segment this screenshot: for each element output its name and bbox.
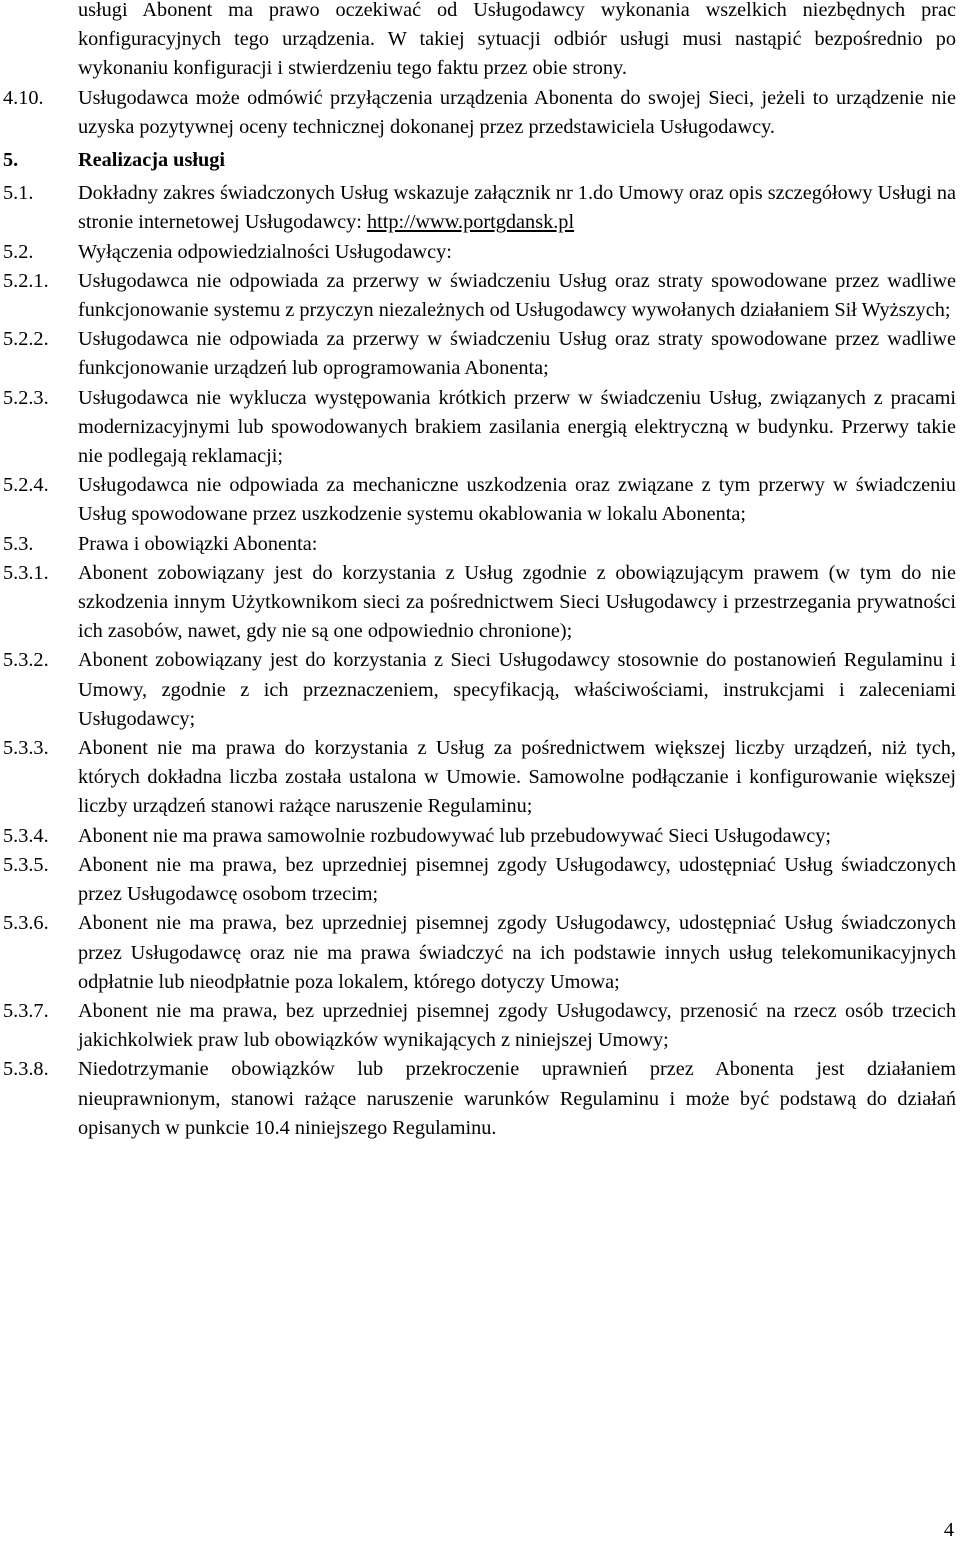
clause-5-3 (0, 530, 960, 559)
section-title: Realizacja usługi (78, 149, 226, 172)
item-number: 5.3.5. (3, 853, 49, 876)
item-text: Abonent nie ma prawa, bez uprzedniej pisemnej zgody Usługodawcy, udostępniać Usług świadczonych przez Usługodawcę oraz nie ma prawa świadczyć na ich podstawie innych usług telekomunikacyjnych odpłatnie lub nieodpłatnie poza lokalem, którego dotyczy Umowa; (78, 912, 956, 993)
section-heading-5 (0, 146, 960, 175)
item-text: Wyłączenia odpowiedzialności Usługodawcy: (78, 240, 452, 263)
item-text: Abonent nie ma prawa, bez uprzedniej pisemnej zgody Usługodawcy, udostępniać Usług świadczonych przez Usługodawcę osobom trzecim; (78, 853, 956, 906)
clause-5-3-3 (0, 734, 960, 822)
clause-4-10 (0, 84, 960, 142)
item-text: Usługodawca nie wyklucza występowania krótkich przerw w świadczeniu Usług, związanych z pracami modernizacyjnymi lub spowodowanych brakiem zasilania energią elektryczną w budynku. Przerwy takie nie podlegają reklamacji; (78, 386, 956, 468)
item-number: 5.3.4. (3, 824, 49, 847)
clause-5-2-2 (0, 325, 960, 383)
item-text: Usługodawca może odmówić przyłączenia urządzenia Abonenta do swojej Sieci, jeżeli to urządzenie nie uzyska pozytywnej oceny technicznej dokonanej przez przedstawiciela Usługodawcy. (78, 86, 956, 138)
item-number: 5.3.7. (3, 999, 49, 1022)
clause-5-3-5 (0, 851, 960, 909)
item-number: 5.3.1. (3, 561, 49, 584)
clause-5-2-3 (0, 384, 960, 472)
section-number: 5. (3, 149, 19, 172)
item-number: 5.2. (3, 240, 34, 263)
item-number: 5.2.1. (3, 269, 49, 292)
item-number: 5.2.2. (3, 328, 49, 351)
item-number: 5.2.3. (3, 386, 49, 409)
item-text: Abonent zobowiązany jest do korzystania z Sieci Usługodawcy stosownie do postanowień Regulaminu i Umowy, zgodnie z ich przeznaczeniem, specyfikacją, właściwościami, instrukcjami i zaleceniami Usługodawcy; (78, 649, 956, 730)
paragraph-continuation (0, 0, 960, 84)
clause-5-3-2 (0, 646, 960, 734)
clause-5-3-7 (0, 997, 960, 1055)
item-number: 5.3. (3, 532, 34, 555)
page-number: 4 (943, 1519, 954, 1541)
item-number: 5.2.4. (3, 474, 49, 497)
item-text: Usługodawca nie odpowiada za przerwy w świadczeniu Usług oraz straty spowodowane przez wadliwe funkcjonowanie urządzeń lub oprogramowania Abonenta; (78, 328, 956, 380)
item-text: Abonent nie ma prawa, bez uprzedniej pisemnej zgody Usługodawcy, przenosić na rzecz osób trzecich jakichkolwiek praw lub obowiązków wynikających z niniejszej Umowy; (78, 999, 956, 1052)
item-text: Prawa i obowiązki Abonenta: (78, 532, 318, 555)
item-text-with-link (78, 179, 956, 237)
item-text: Abonent nie ma prawa do korzystania z Usług za pośrednictwem większej liczby urządzeń, niż tych, których dokładna liczba została ustalona w Umowie. Samowolne podłączanie i konfigurowanie większej liczby urządzeń stanowi rażące naruszenie Regulaminu; (78, 737, 956, 818)
item-number (0, 0, 78, 84)
item-text: Dokładny zakres świadczonych Usług wskazuje załącznik nr 1.do Umowy oraz opis szczegółowy Usługi na stronie internetowej Usługodawcy: (78, 182, 956, 234)
item-number: 5.1. (3, 182, 34, 205)
clause-5-1 (0, 179, 960, 237)
website-link[interactable]: http://www.portgdansk.pl (366, 211, 575, 234)
clause-5-3-8 (0, 1055, 960, 1143)
clause-5-2-1 (0, 267, 960, 325)
clause-5-3-4 (0, 822, 960, 851)
clause-5-3-6 (0, 909, 960, 997)
item-number: 5.3.3. (3, 737, 49, 760)
clause-5-2-4 (0, 471, 960, 529)
clause-5-3-1 (0, 559, 960, 647)
item-text: Niedotrzymanie obowiązków lub przekroczenie uprawnień przez Abonenta jest działaniem nieuprawnionym, stanowi rażące naruszenie warunków Regulaminu i może być podstawą do działań opisanych w punkcie 10.4 niniejszego Regulaminu. (78, 1058, 956, 1139)
item-text: Usługodawca nie odpowiada za przerwy w świadczeniu Usług oraz straty spowodowane przez wadliwe funkcjonowanie systemu z przyczyn niezależnych od Usługodawcy wywołanych działaniem Sił Wyższych; (78, 269, 956, 322)
item-text: usługi Abonent ma prawo oczekiwać od Usługodawcy wykonania wszelkich niezbędnych prac konfiguracyjnych tego urządzenia. W takiej sytuacji odbiór usługi musi nastąpić bezpośrednio po wykonaniu konfiguracji i stwierdzeniu tego faktu przez obie strony. (78, 0, 956, 80)
item-text: Abonent zobowiązany jest do korzystania z Usług zgodnie z obowiązującym prawem (w tym do nie szkodzenia innym Użytkownikom sieci za pośrednictwem Sieci Usługodawcy i przestrzegania prywatności ich zasobów, nawet, gdy nie są one odpowiednio chronione); (78, 561, 956, 643)
clause-5-2 (0, 238, 960, 267)
item-number: 4.10. (3, 86, 44, 109)
item-text: Abonent nie ma prawa samowolnie rozbudowywać lub przebudowywać Sieci Usługodawcy; (78, 824, 832, 847)
item-number: 5.3.8. (3, 1058, 49, 1081)
item-number: 5.3.6. (3, 912, 49, 935)
item-number: 5.3.2. (3, 649, 49, 672)
item-text: Usługodawca nie odpowiada za mechaniczne uszkodzenia oraz związane z tym przerwy w świadczeniu Usług spowodowane przez uszkodzenie systemu okablowania w lokalu Abonenta; (78, 474, 956, 526)
